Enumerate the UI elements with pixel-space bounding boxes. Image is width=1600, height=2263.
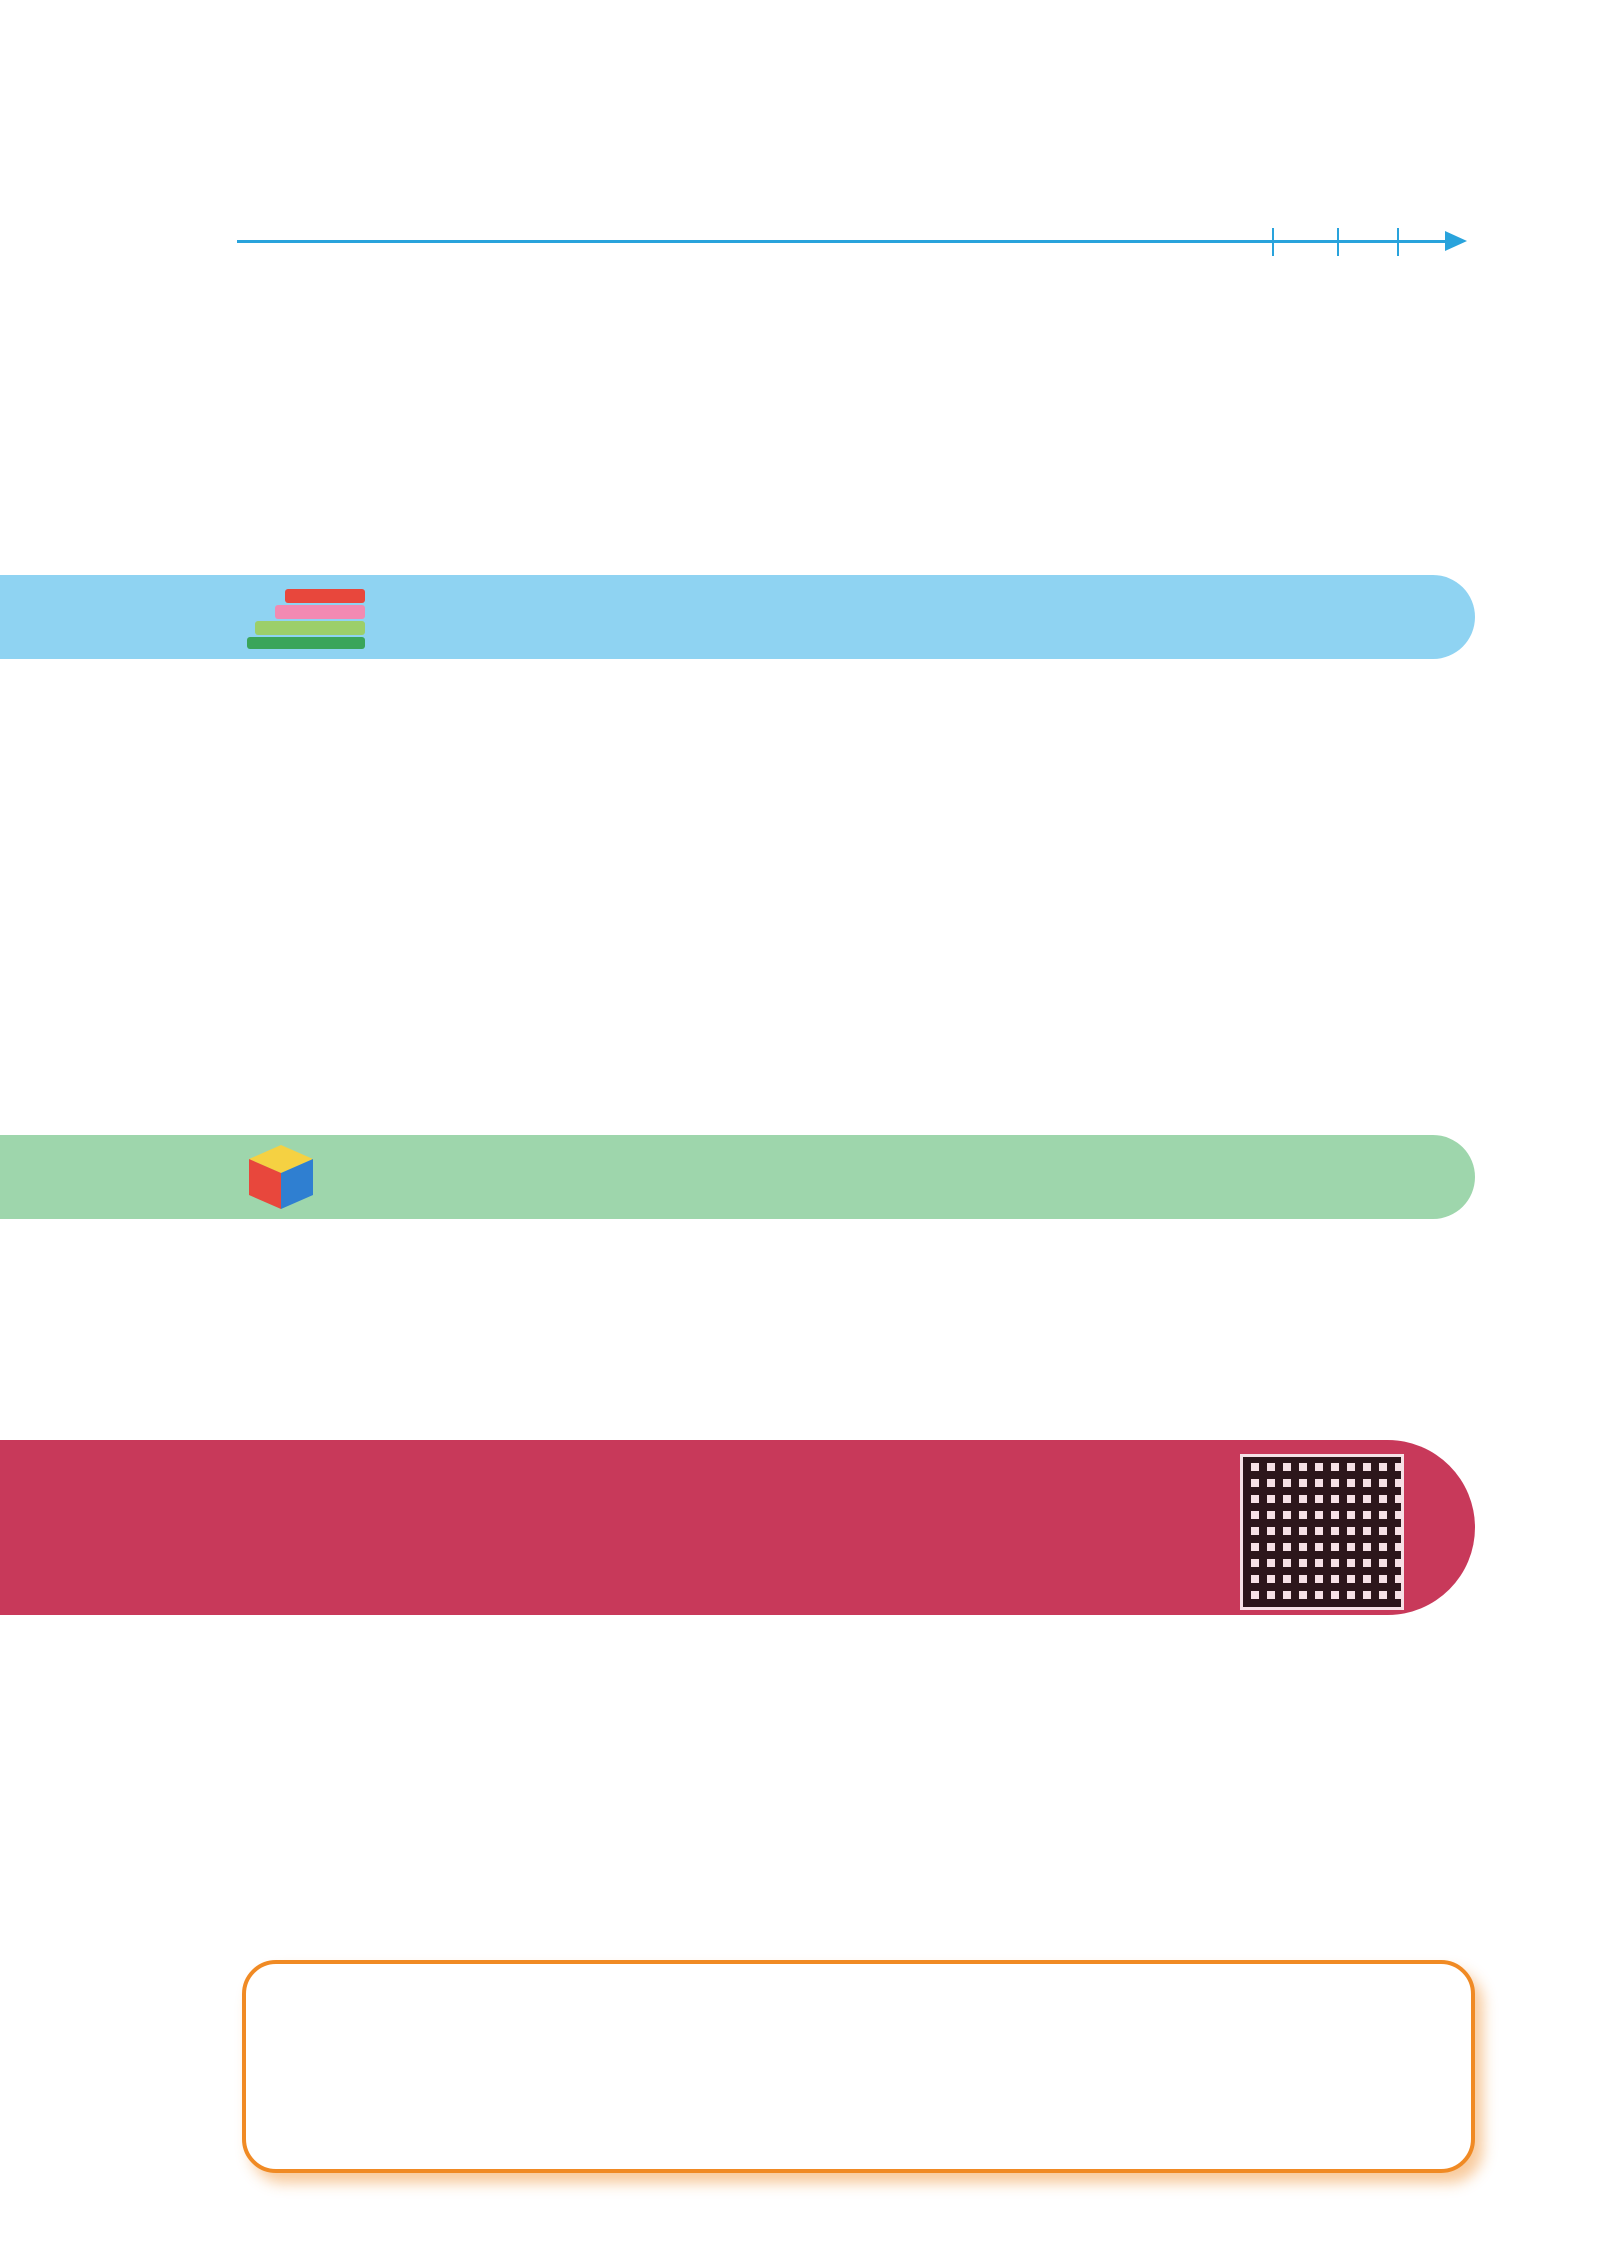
definition-box	[242, 1960, 1475, 2173]
section-banner-prepare	[0, 575, 1475, 659]
header-arrow-icon	[1445, 231, 1467, 251]
header-rule	[237, 240, 1452, 243]
chapter-banner	[0, 1440, 1475, 1615]
qr-code[interactable]	[1240, 1454, 1404, 1610]
stacked-books-icon	[245, 587, 375, 651]
header-tick	[1272, 228, 1274, 256]
header-tick	[1397, 228, 1399, 256]
rubiks-cube-icon	[245, 1141, 317, 1213]
header-tick	[1337, 228, 1339, 256]
running-header	[237, 190, 1467, 250]
section-banner-nonstandard	[0, 1135, 1475, 1219]
